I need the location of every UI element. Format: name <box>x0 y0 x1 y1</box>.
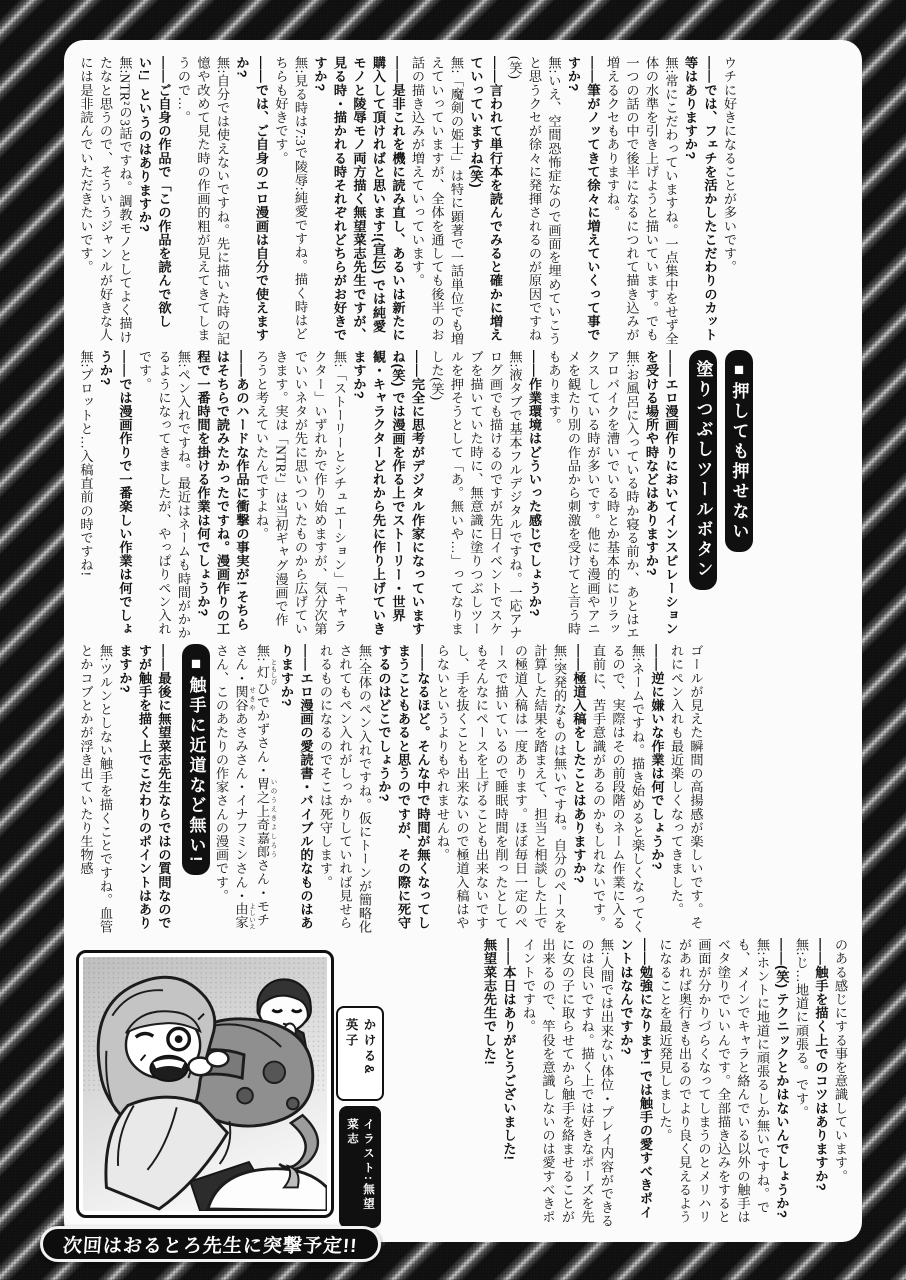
section-header-badge: ■押しても押せない <box>725 350 753 552</box>
interview-answer: 無:お風呂に入っている時か寝る前か、あとはエアロバイクを漕いでいる時とか基本的にリラックスしている時が多いです。他にも漫画やアニメを観たり別の作品から刺激を受けてと言う時もあります。 <box>546 350 640 640</box>
next-issue-banner-label: 次回はおるとろ先生に突撃予定!! <box>62 1235 359 1257</box>
interview-page-panel <box>64 40 862 1242</box>
interview-answer: 無:突発的なものは無いですね。自分のペースを計算した結果を踏まえて、担当と相談した上での極道入稿は一度あります。ほぼ毎日一定のペースで描いているので睡眠時間を削ったとしてもそんなにペースを上げることも出来ないですし、手を抜くことも出来ないので極道入稿はやらないというよりもやれませんね。 <box>435 644 567 934</box>
interview-answer: 無:プロットと…入稿直前の時ですね! <box>78 350 94 577</box>
interview-question: ――エロ漫画の愛読書・バイブル的なものはありますか? <box>279 644 314 930</box>
interview-answer: 無:常にこだわっていますね。一点集中をせず全体の水準を引き上げようと描いています。でも一つの話の中で後半になるにつれて描き込みが増えるクセもありますね。 <box>605 56 679 346</box>
interview-question: ――本日はありがとうございました! <box>501 938 517 1161</box>
interview-answer: 無:見る時は7:3で陵辱:純愛ですね。描く時はどちらも好きです。 <box>273 56 308 341</box>
interview-question: ――作業環境はどういった感じでしょうか? <box>527 350 542 617</box>
interview-answer: 無:「ストーリーとシチュエーション」「キャラクター」いずれかで作り始めますが、気分次第でいいネタが先に思いついたものから広げていきます。実は「NTR²」は当初ギャグ漫画で作ろうと考えていたんですよね。 <box>254 350 347 636</box>
interview-question: ――言われて単行本を読んでみると確かに増えていっていますね(笑) <box>468 56 503 342</box>
interview-answer: のある感じにする事を意識しています。 <box>833 938 848 1183</box>
interview-answer: 無:液タブで基本フルデジタルですね。一応アナログ画でも描けるのですが先日イベントでスケブを描いていた時に、無意識に塗りつぶしツールを押そうとして「あ。無いや…」ってなりました(笑) <box>429 350 523 640</box>
illustration-caption-credit: イラスト:無望菜志 <box>339 1106 381 1228</box>
interview-answer: ゴールが見えた瞬間の高揚感が楽しいです。それにペン入れも最近楽しくなってきました。 <box>669 644 704 930</box>
illustration-block <box>76 950 394 1228</box>
section-header-badge: ■触手に近道など無い! <box>182 644 210 875</box>
tentacle-illustration <box>83 957 327 1211</box>
interview-question: ――勉強になります! では触手の愛すべきポイントはなんですか? <box>618 938 653 1219</box>
interview-answer: 無:ネームですね。描き始めると楽しくなってくるので、実際はその前段階のネーム作業に入る直前に、苦手意識があるのかもしれないです。 <box>591 644 645 934</box>
interview-answer: 無:灯 ともしびひでかずさん・胃之上奇嘉郎 いのうえきよしろうさん・モチさん・関谷 せきやあさみさん・イナフミンさん・由家 よしいえさん、このあたりの作家さんの漫画です。 <box>214 644 277 930</box>
interview-question: ――是非これを機に読み直し、あるいは新たに購入して頂ければと思います!(宣伝) では純愛モノと陵辱モノ両方描く無望菜志先生ですが、見る時・描かれる時それぞれどちらがお好きですか? <box>312 56 406 342</box>
interview-question: ――では、ご自身のエロ漫画は自分で使えますか? <box>234 56 269 342</box>
article-band-3 <box>76 644 706 934</box>
interview-answer: 無:ペン入れですね。最近はネームも時間がかかるようになってきましたが、やっぱりペン入れです。 <box>137 350 191 640</box>
interview-answer: 無:NTR²の3話ですね。調教モノとしてよく描けたなと思うので、そういうジャンルが好きな人には是非読んでいただきたいです。 <box>78 56 133 344</box>
interview-answer: 無:全体のペン入れですね。仮にトーンが簡略化されてもペン入れがしっかりしていれば見せられるものになるのでそこは死守します。 <box>318 644 372 934</box>
article-band-4-text <box>394 938 850 1228</box>
interview-answer: 無:自分では使えないですね。先に描いた時の記憶や改めて見た時の作画的粗が見えてきてしまうので…。 <box>176 56 230 346</box>
interview-question: ――なるほど。そんな中で時間が無くなってしまうこともあると思うのですが、その際に死守するのはどこでしょうか? <box>376 644 431 930</box>
interview-answer: ウチに好きになることが多いです。 <box>722 56 737 274</box>
interview-question: ――ご自身の作品で「この作品を読んで欲しい!」というのはありますか? <box>137 56 172 328</box>
interview-answer: 無:ホントに地道に頑張るしか無いですね。でも、メインでキャラと絡んでいる以外の触手はベタ塗りでいいんです。全部描き込みをすると画面が分かりづらくなってしまうのとメリハリがあれば奥行きも出るのでより良く見えるようになることを最近発見しました。 <box>657 938 770 1224</box>
interview-answer: 無:人間では出来ない体位・プレイ内容ができるのは良いですね。描く上では好きなポーズを先に女の子に取らせてから触手を絡ませることが出来るので、竿役を意識しないのは愛すべきポイントですね。 <box>521 938 614 1228</box>
interview-answer: 無:ツルンとしない触手を描くことですね。血管とかコブとかが浮き出ていたり生物感 <box>78 644 113 934</box>
illustration-frame <box>76 950 334 1218</box>
interview-question: ――では漫画作りで一番楽しい作業は何でしょうか? <box>98 350 133 636</box>
interview-answer: 無:「魔剣の姫士」は特に顕著で一話単位でも増えていっていますが、全体を通しても後半のお話の描き込みが増えていっています。 <box>410 56 464 346</box>
interview-question: ――極道入稿をしたことはありますか? <box>571 644 587 884</box>
interview-question: ――では、フェチを活かしたこだわりのカット等はありますか? <box>683 56 718 342</box>
article-band-4 <box>76 938 850 1228</box>
interview-answer: 無:いえ、空間恐怖症なので画面を埋めていこうと思うクセが徐々に発揮されるのが原因ですね(笑) <box>507 56 562 346</box>
interview-question: ――筆がノッてきて徐々に増えていくって事ですか? <box>566 56 601 342</box>
section-header-badge: 塗りつぶしツールボタン <box>689 350 717 590</box>
interview-question: ――最後に無望菜志先生ならではの質問なのですが触手を描く上でこだわりのポイントはありますか? <box>117 644 172 930</box>
interview-question: ――逆に嫌いな作業は何でしょうか? <box>649 644 665 871</box>
interview-question: ――エロ漫画作りにおいてインスピレーションを受ける場所や時などはありますか? <box>644 350 679 636</box>
interview-answer: 無:じ…地道に頑張る。です。 <box>794 938 809 1119</box>
article-band-1 <box>76 56 739 346</box>
interview-question: 無望菜志先生でした! <box>482 938 497 1066</box>
illustration-captions <box>342 950 378 1228</box>
interview-question: ――触手を描く上でのコツはありますか? <box>813 938 829 1192</box>
article-band-2 <box>76 350 755 640</box>
next-issue-banner <box>40 1226 381 1262</box>
interview-question: ――(笑) テクニックとかはないんでしょうか? <box>774 938 790 1219</box>
interview-question: ――完全に思考がデジタル作家になっていますね(笑) では漫画を作る上でストーリー・世界観・キャラクターどれから先に作り上げていきますか? <box>351 350 425 636</box>
interview-question: ――あのハードな作品に衝撃の事実が! そちらはそちらで読みたかったですね。漫画作りの工程で一番時間を掛ける作業は何でしょうか? <box>195 350 250 636</box>
illustration-caption-names: かける&英子 <box>336 1006 384 1101</box>
